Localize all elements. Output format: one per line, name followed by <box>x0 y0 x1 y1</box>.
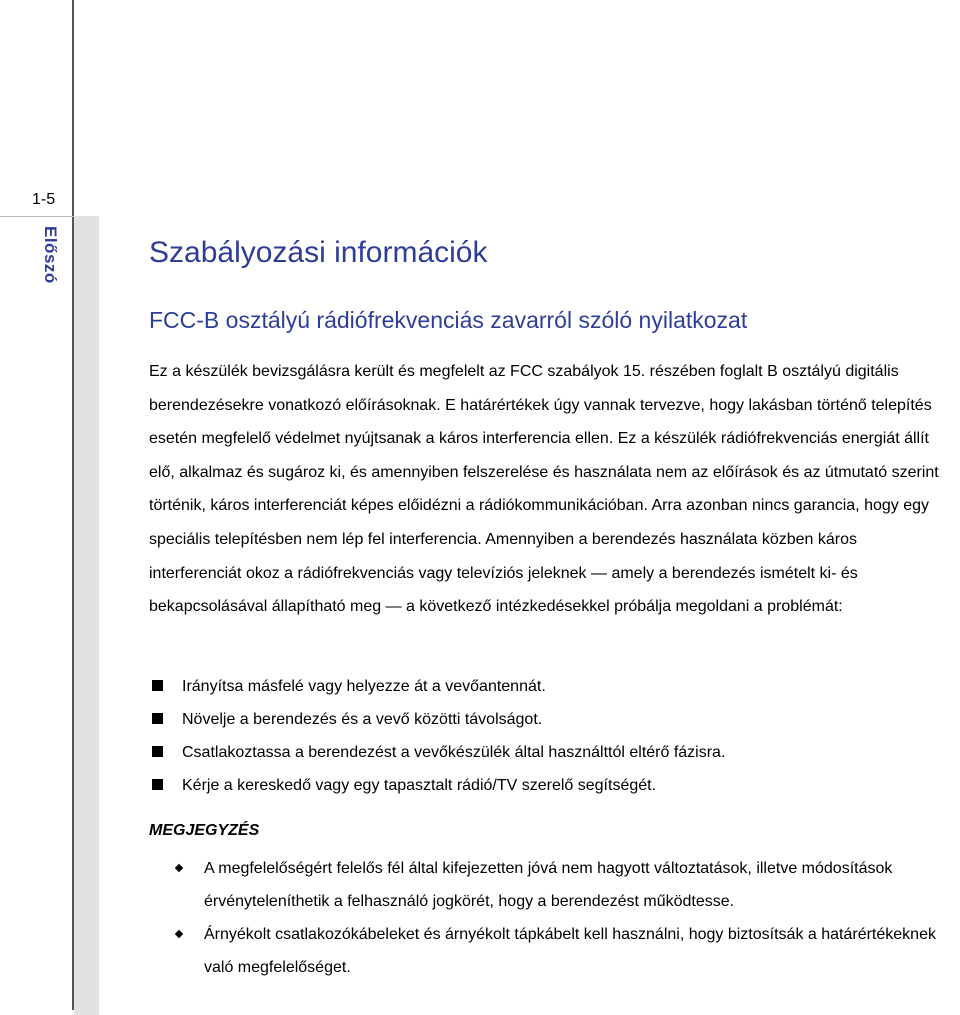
note-item-text: A megfelelőségért felelős fél által kifejezetten jóvá nem hagyott változtatások, illetve módosítások érvényteleníthetik a felhasználó jogkörét, hogy a berendezést működtesse. <box>204 860 893 910</box>
note-item-text: Árnyékolt csatlakozókábeleket és árnyékolt tápkábelt kell használni, hogy biztosítsák a határértékeknek való megfelelőséget. <box>204 926 936 976</box>
note-item <box>149 918 949 984</box>
list-item <box>149 736 949 769</box>
section-subtitle: FCC-B osztályú rádiófrekvenciás zavarról szóló nyilatkozat <box>149 307 748 333</box>
list-item <box>149 703 949 736</box>
measures-list <box>149 670 949 802</box>
page-number: 1-5 <box>32 191 56 208</box>
list-item-text: Kérje a kereskedő vagy egy tapasztalt rádió/TV szerelő segítségét. <box>182 777 657 794</box>
list-item <box>149 670 949 703</box>
notes-list <box>149 852 949 984</box>
page-number-rule <box>0 216 74 217</box>
chapter-side-label: Előszó <box>41 226 60 284</box>
list-item-text: Irányítsa másfelé vagy helyezze át a vevőantennát. <box>182 678 546 695</box>
diamond-bullet-icon <box>175 930 183 938</box>
square-bullet-icon <box>152 746 163 757</box>
square-bullet-icon <box>152 680 163 691</box>
note-heading: MEGJEGYZÉS <box>149 822 260 839</box>
margin-shadow-bar <box>74 216 99 1015</box>
square-bullet-icon <box>152 713 163 724</box>
diamond-bullet-icon <box>175 864 183 872</box>
note-item <box>149 852 949 918</box>
page-title: Szabályozási információk <box>149 236 488 269</box>
list-item-text: Növelje a berendezés és a vevő közötti távolságot. <box>182 711 543 728</box>
list-item <box>149 769 949 802</box>
body-paragraph: Ez a készülék bevizsgálásra került és megfelelt az FCC szabályok 15. részében foglalt B osztályú digitális berendezésekre vonatkozó előírásoknak. E határértékek úgy vannak tervezve, hogy lakásban történő telepítés esetén megfelelő védelmet nyújtsanak a káros interferencia ellen. Ez a készülék rádiófrekvenciás energiát állít elő, alkalmaz és sugároz ki, és amennyiben felszerelése és használata nem az előírások és az útmutató szerint történik, káros interferenciát képes előidézni a rádiókommunikációban. Arra azonban nincs garancia, hogy egy speciális telepítésben nem lép fel interferencia. Amennyiben a berendezés használata közben káros interferenciát okoz a rádiófrekvenciás vagy televíziós jeleknek — amely a berendezés ismételt ki- és bekapcsolásával állapítható meg — a következő intézkedésekkel próbálja megoldani a problémát: <box>149 363 939 616</box>
list-item-text: Csatlakoztassa a berendezést a vevőkészülék által használttól eltérő fázisra. <box>182 744 726 761</box>
square-bullet-icon <box>152 779 163 790</box>
